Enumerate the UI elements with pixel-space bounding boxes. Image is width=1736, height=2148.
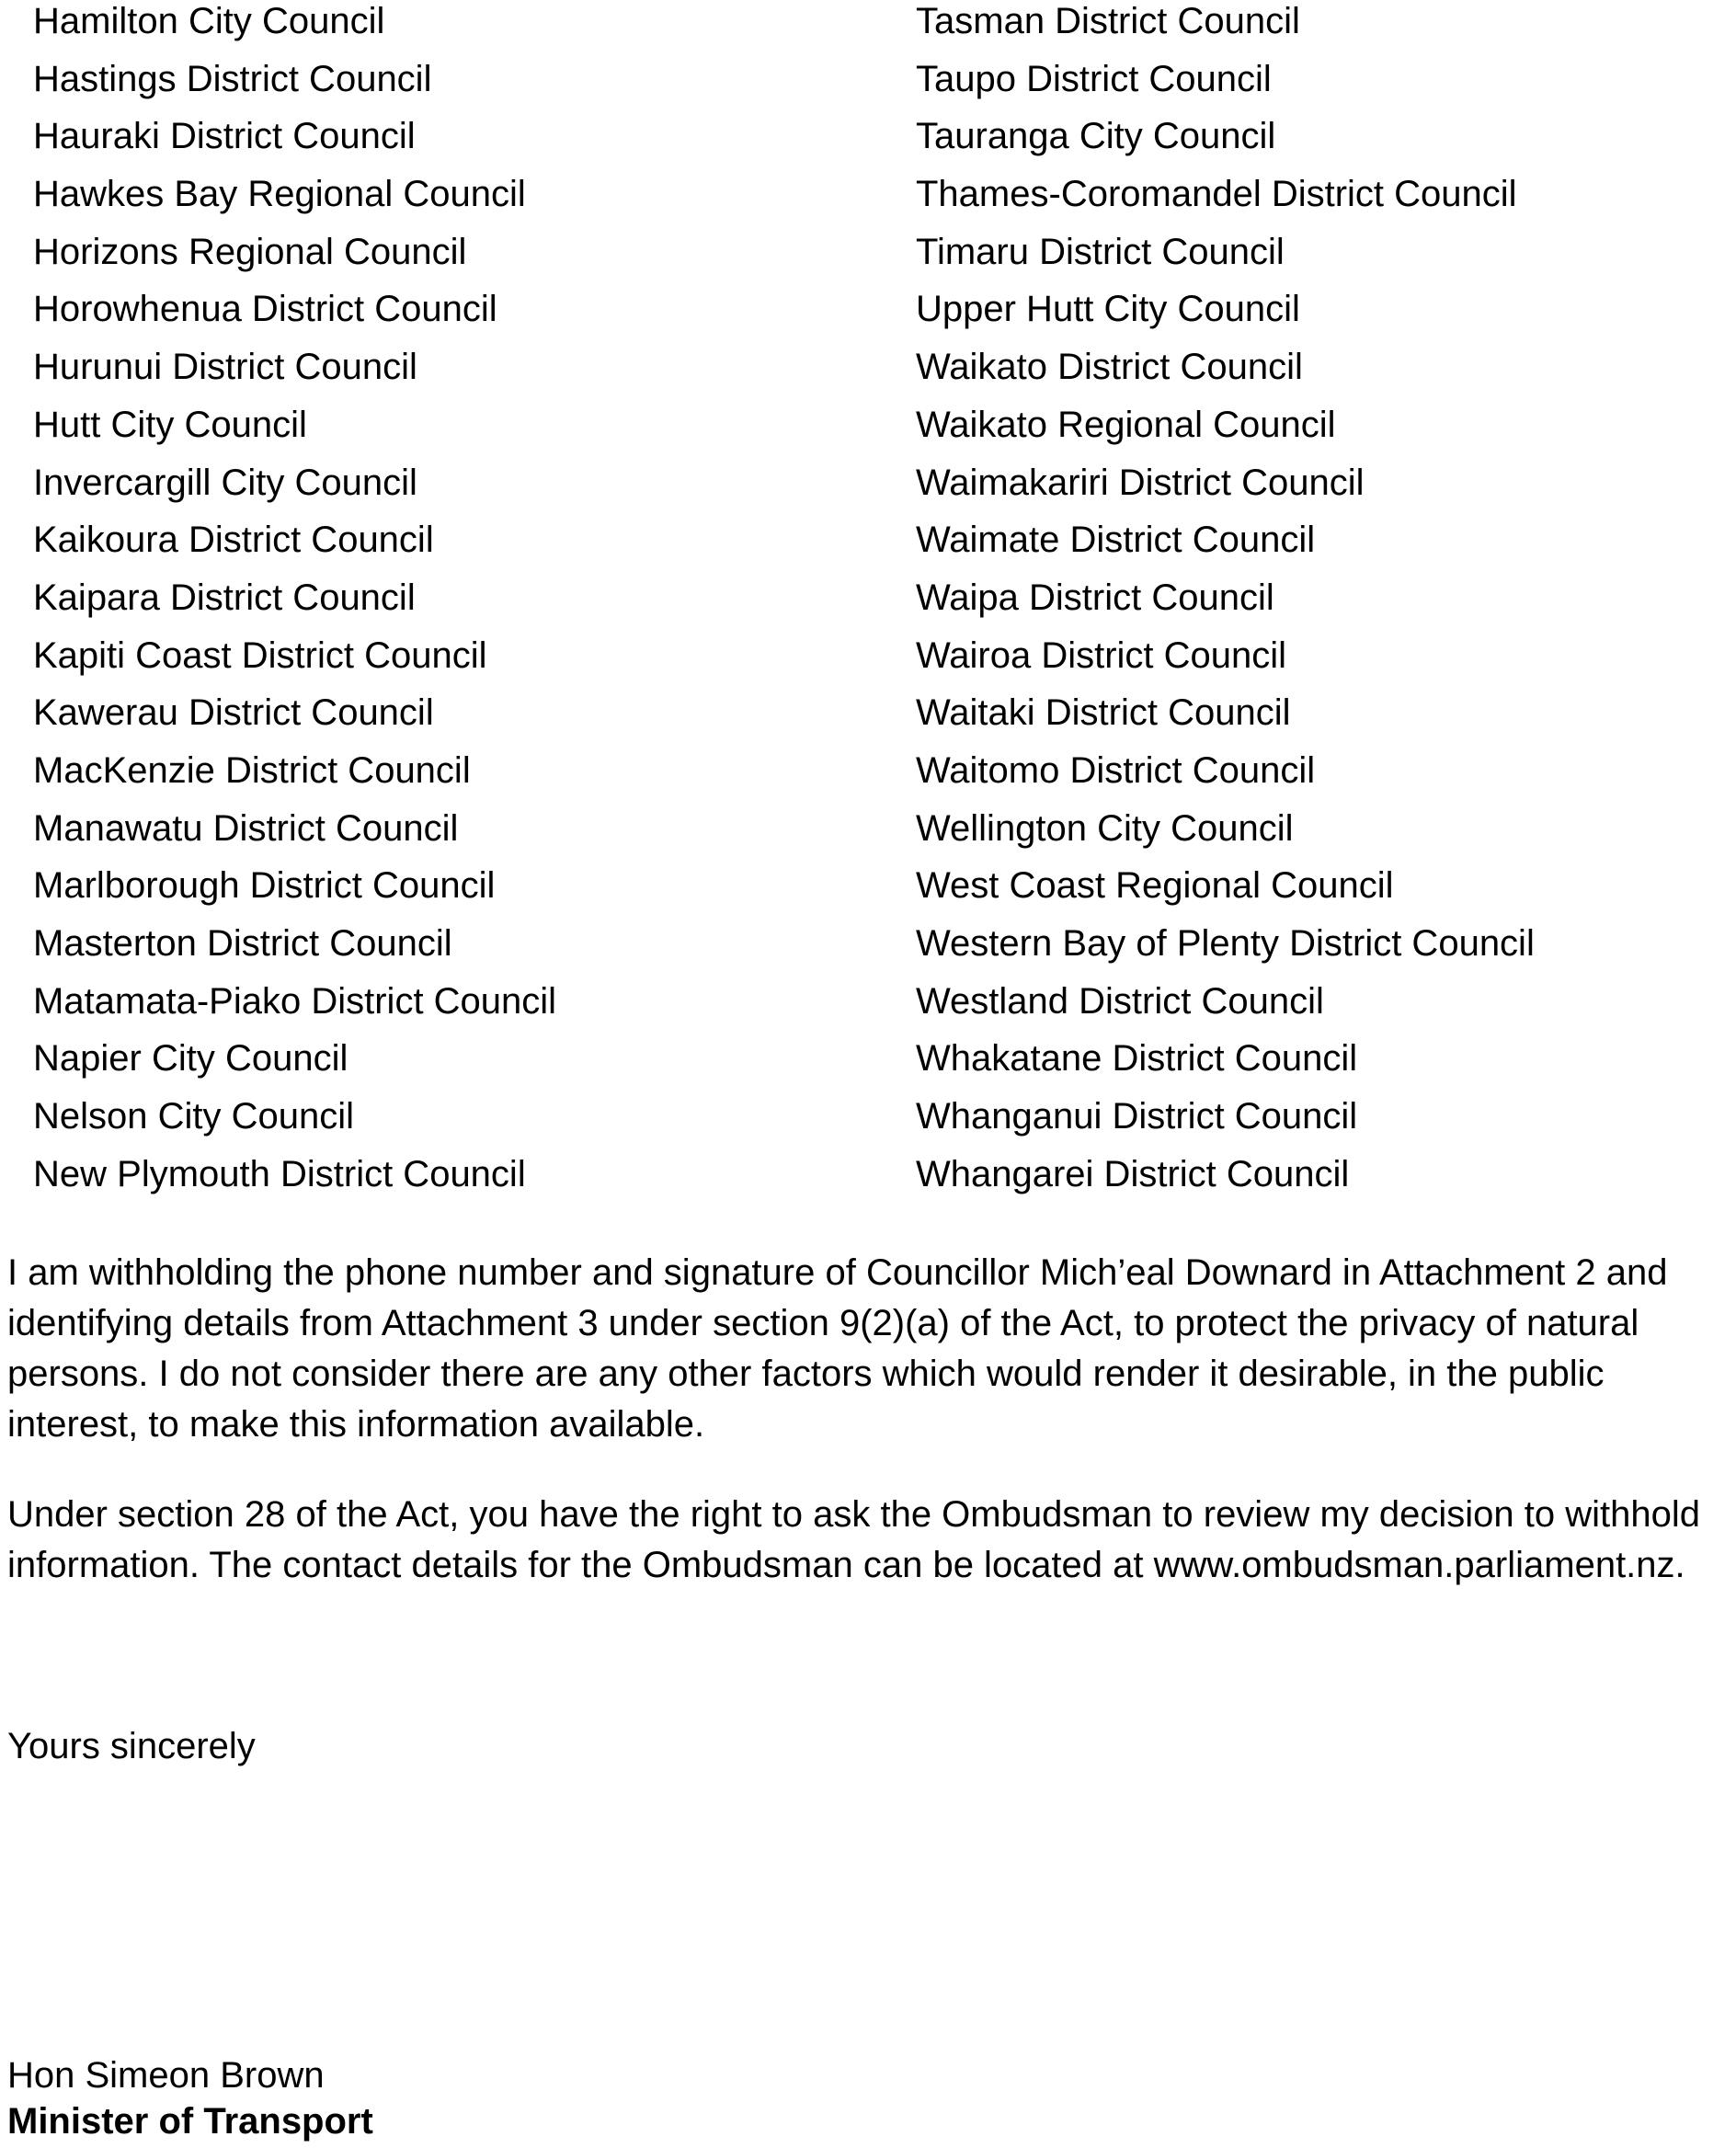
council-list-item: Whakatane District Council [916, 1038, 1358, 1080]
council-list-item: Waikato District Council [916, 347, 1303, 388]
council-list-item: West Coast Regional Council [916, 865, 1394, 907]
ombudsman-paragraph: Under section 28 of the Act, you have the right to ask the Ombudsman to review my decision to withhold information. The contact details for the Ombudsman can be located at www.ombudsman.parliament.nz. [7, 1494, 1700, 1585]
signer-name: Hon Simeon Brown [7, 2055, 325, 2096]
signature-space [7, 1802, 559, 2041]
council-list-item: Upper Hutt City Council [916, 289, 1300, 330]
council-list-left [33, 0, 842, 1210]
council-list-item: Nelson City Council [33, 1096, 355, 1137]
council-list-item: Westland District Council [916, 980, 1324, 1022]
council-list-item: Taupo District Council [916, 58, 1272, 99]
council-list-item: Western Bay of Plenty District Council [916, 923, 1535, 964]
council-list-item: Tasman District Council [916, 1, 1300, 41]
council-list-item: MacKenzie District Council [33, 749, 471, 791]
council-list-item: Timaru District Council [916, 231, 1285, 272]
council-list-item: Hurunui District Council [33, 347, 417, 388]
council-list-item: Masterton District Council [33, 923, 452, 964]
council-list-item: New Plymouth District Council [33, 1153, 526, 1194]
closing-salutation: Yours sincerely [7, 1726, 256, 1766]
withholding-paragraph: I am withholding the phone number and signature of Councillor Mich’eal Downard in Attachment 2 and identifying details from Attachment 3 under section 9(2)(a) of the Act, to protect the privacy of natural persons. I do not consider there are any other factors which would render it desirable, in the public interest, to make this information available. [7, 1252, 1668, 1445]
council-list-item: Kawerau District Council [33, 692, 434, 734]
council-list-item: Horowhenua District Council [33, 289, 497, 330]
council-list-item: Waitaki District Council [916, 692, 1291, 734]
council-list-item: Whanganui District Council [916, 1096, 1358, 1137]
council-list-item: Wellington City Council [916, 807, 1294, 849]
council-list-right [916, 0, 1725, 1210]
council-list-item: Hawkes Bay Regional Council [33, 174, 526, 215]
council-list-item: Hamilton City Council [33, 1, 385, 41]
council-list-item: Waikato Regional Council [916, 404, 1336, 445]
council-list-item: Whangarei District Council [916, 1153, 1350, 1194]
council-list-item: Napier City Council [33, 1038, 348, 1080]
council-list-item: Thames-Coromandel District Council [916, 174, 1517, 215]
council-list-item: Waimate District Council [916, 520, 1316, 561]
council-list-item: Kaikoura District Council [33, 520, 434, 561]
council-list-item: Tauranga City Council [916, 116, 1276, 157]
signer-title: Minister of Transport [7, 2101, 373, 2142]
council-list-item: Hutt City Council [33, 404, 307, 445]
council-list-item: Hauraki District Council [33, 116, 416, 157]
council-list-item: Manawatu District Council [33, 807, 459, 849]
council-list-item: Kaipara District Council [33, 577, 416, 618]
council-list-item: Waipa District Council [916, 577, 1274, 618]
council-list-item: Matamata-Piako District Council [33, 980, 557, 1022]
council-list-item: Waitomo District Council [916, 749, 1316, 791]
council-list-item: Horizons Regional Council [33, 231, 467, 272]
council-list-item: Waimakariri District Council [916, 462, 1365, 503]
council-list-item: Hastings District Council [33, 58, 432, 99]
council-list-item: Kapiti Coast District Council [33, 634, 487, 676]
council-list-item: Wairoa District Council [916, 634, 1287, 676]
council-list-item: Marlborough District Council [33, 865, 496, 907]
council-list-item: Invercargill City Council [33, 462, 417, 503]
